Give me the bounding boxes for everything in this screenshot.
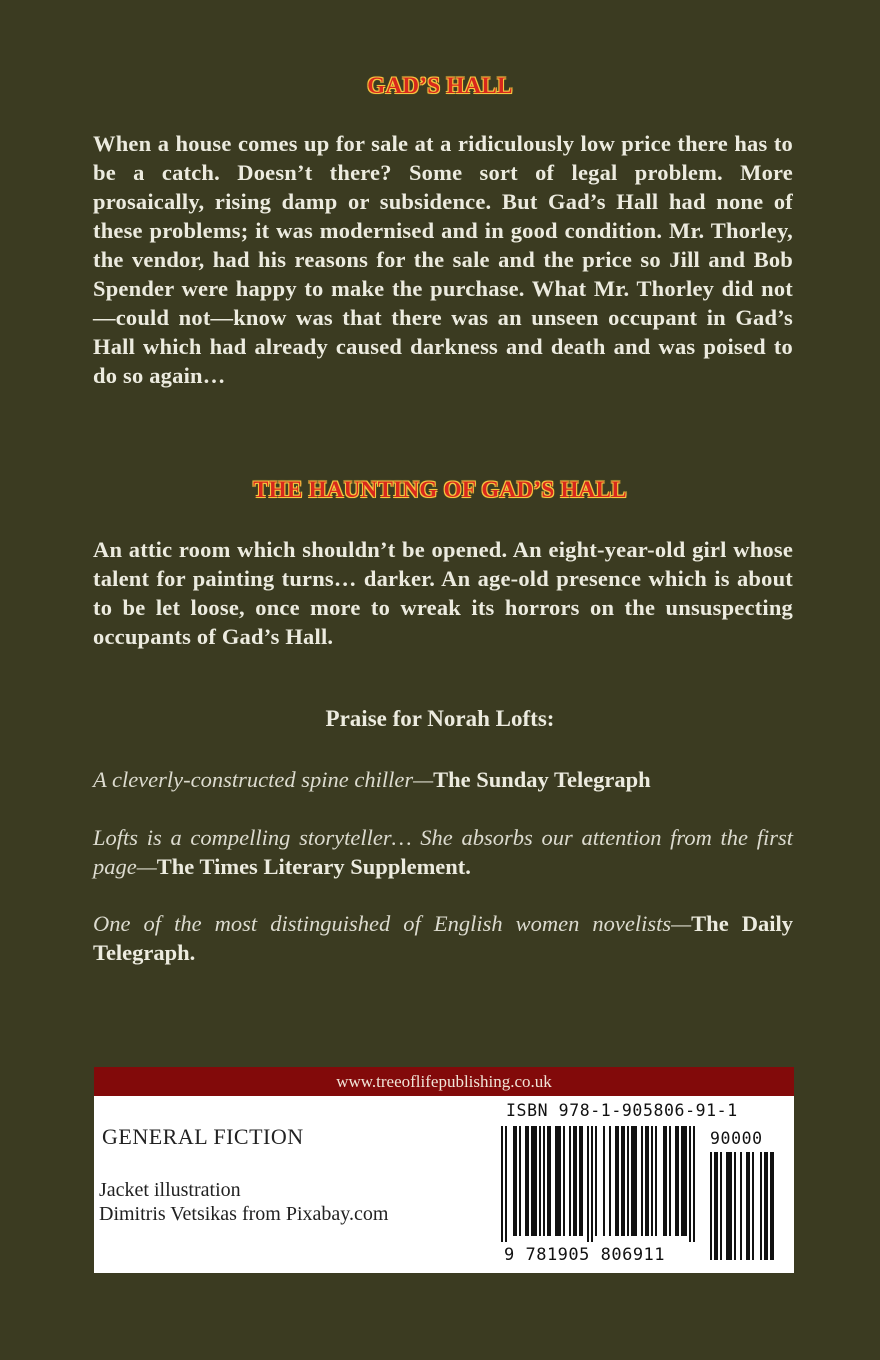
barcode-bar <box>651 1126 653 1236</box>
barcode-bar <box>609 1126 611 1236</box>
barcode-bar <box>595 1126 597 1236</box>
barcode-bar <box>573 1126 577 1236</box>
barcode-bar <box>726 1152 732 1260</box>
barcode-bar <box>543 1126 545 1236</box>
publisher-url[interactable]: www.treeoflifepublishing.co.uk <box>94 1067 794 1096</box>
barcode-bar <box>710 1152 712 1260</box>
credit-line: Jacket illustration <box>99 1179 241 1201</box>
barcode-bar <box>655 1126 657 1236</box>
barcode-bar <box>615 1126 619 1236</box>
credit-line: Dimitris Vetsikas from Pixabay.com <box>99 1203 389 1225</box>
barcode-bar <box>587 1126 589 1242</box>
section-heading-haunting: THE HAUNTING OF GAD’S HALL <box>253 477 627 502</box>
synopsis-gads-hall: When a house comes up for sale at a ridiculously low price there has to be a catch. Doesn’t there? Some sort of legal problem. More prosaically, rising damp or subsidence. But Gad’s Hall had none of these problems; it was modernised and in good condition. Mr. Thorley, the vendor, had his reasons for the sale and the price so Jill and Bob Spender were happy to make the purchase. What Mr. Thorley did not—could not—know was that there was an unseen occupant in Gad’s Hall which had already caused darkness and death and was poised to do so again… <box>93 131 793 388</box>
barcode-bar <box>505 1126 507 1242</box>
addon-barcode-icon <box>708 1152 776 1264</box>
barcode-bar <box>627 1126 629 1236</box>
barcode-bar <box>734 1152 736 1260</box>
praise-title: Praise for Norah Lofts: <box>325 706 555 731</box>
isbn-number: ISBN 978-1-905806-91-1 <box>506 1101 738 1120</box>
genre-label: GENERAL FICTION <box>102 1124 304 1149</box>
barcode-bar <box>579 1126 583 1236</box>
praise-quote <box>93 823 793 881</box>
barcode-bar <box>645 1126 649 1236</box>
barcode-bar <box>519 1126 521 1236</box>
barcode-bar <box>641 1126 643 1236</box>
jacket-credit <box>99 1178 388 1226</box>
barcode-bar <box>681 1126 687 1236</box>
quote-source: The Sunday Telegraph <box>433 767 651 792</box>
barcode-bar <box>631 1126 637 1236</box>
barcode-bar <box>714 1152 718 1260</box>
quote-source: The Times Literary Supplement. <box>156 854 471 879</box>
praise-quote <box>93 765 793 794</box>
price-code: 90000 <box>710 1129 763 1148</box>
barcode-bar <box>555 1126 561 1236</box>
barcode-bar <box>689 1126 691 1242</box>
barcode-bar <box>563 1126 565 1236</box>
barcode-bar <box>740 1152 742 1260</box>
barcode-bar <box>603 1126 605 1236</box>
barcode-bar <box>547 1126 551 1236</box>
ean-digits: 9 781905 806911 <box>504 1245 666 1265</box>
barcode-bar <box>531 1126 537 1236</box>
quote-source: The Daily Telegraph. <box>93 911 793 965</box>
barcode-bar <box>752 1152 754 1260</box>
barcode-bar <box>663 1126 667 1236</box>
barcode-bar <box>591 1126 593 1242</box>
barcode-bar <box>720 1152 722 1260</box>
barcode-bar <box>693 1126 695 1242</box>
barcode-bar <box>675 1126 679 1236</box>
barcode-panel <box>94 1096 794 1273</box>
section-heading-gads-hall: GAD’S HALL <box>367 73 513 98</box>
synopsis-haunting: An attic room which shouldn’t be opened. An eight-year-old girl whose talent for painting turns… darker. An age-old presence which is about to be let loose, once more to wreak its horrors on the unsuspecting occupants of Gad’s Hall. <box>93 537 793 649</box>
barcode-bar <box>746 1152 750 1260</box>
barcode-bar <box>764 1152 768 1260</box>
quote-text: One of the most distinguished of English women novelists— <box>93 911 692 936</box>
barcode-bar <box>621 1126 625 1236</box>
barcode-bar <box>525 1126 529 1236</box>
quote-text: A cleverly-constructed spine chiller— <box>93 767 434 792</box>
barcode-bar <box>770 1152 774 1260</box>
barcode-bar <box>501 1126 503 1242</box>
praise-quote <box>93 909 793 967</box>
barcode-bar <box>513 1126 517 1236</box>
barcode-bar <box>539 1126 541 1236</box>
barcode-bar <box>760 1152 762 1260</box>
barcode-bar <box>569 1126 571 1236</box>
barcode-icon <box>499 1126 699 1244</box>
barcode-bar <box>669 1126 671 1236</box>
quote-text: Lofts is a compelling storyteller… She absorbs our attention from the first page— <box>93 825 793 879</box>
